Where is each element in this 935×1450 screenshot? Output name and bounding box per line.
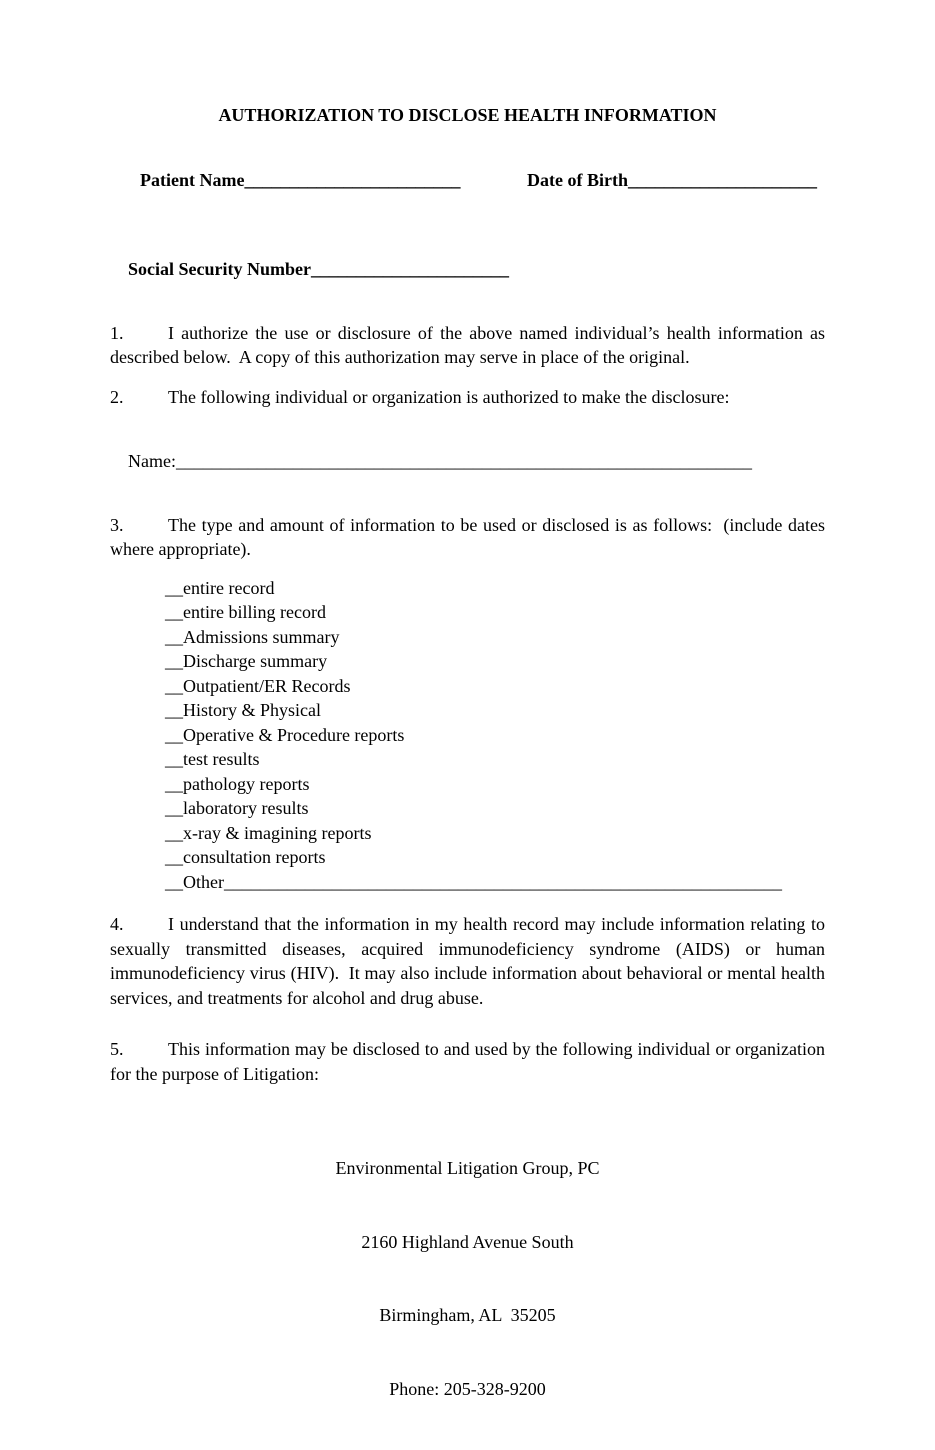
organization-phone: Phone: 205-328-9200 (389, 1378, 546, 1399)
patient-info-row (110, 144, 825, 218)
record-option-label: pathology reports (183, 773, 310, 794)
paragraph-4-text: I understand that the information in my health record may include information relating to sexually transmitted diseases, acquired immunodeficiency syndrome (AIDS) or human immunodeficiency virus (HIV). It may also include information about behavioral or mental health services, and treatments for alcohol and drug abuse. (110, 914, 830, 1008)
paragraph-2-number: 2. (110, 386, 124, 407)
paragraph-5 (110, 1037, 830, 1086)
record-option-blank[interactable]: __ (165, 773, 183, 794)
disclosure-name-blank[interactable]: ________________________________________________________________ (175, 450, 752, 471)
record-option-blank[interactable]: __ (165, 822, 183, 843)
record-option-label: entire billing record (183, 602, 326, 622)
patient-name-field (110, 144, 500, 218)
record-types-list (110, 576, 825, 895)
date-of-birth-field (500, 144, 817, 218)
paragraph-2-text: The following individual or organization is authorized to make the disclosure: (168, 386, 730, 407)
list-item-pathology-reports (165, 772, 825, 797)
record-option-label: Outpatient/ER Records (183, 675, 351, 696)
list-item-outpatient-er-records (165, 674, 825, 699)
record-option-label: entire record (183, 577, 275, 598)
disclosure-name-field (110, 424, 825, 498)
patient-name-label: Patient Name (140, 170, 245, 190)
ssn-field (110, 232, 825, 306)
paragraph-5-text: This information may be disclosed to and used by the following individual or organization for the purpose of Litigation: (110, 1039, 830, 1084)
record-option-blank[interactable]: __ (165, 871, 183, 892)
date-of-birth-label: Date of Birth (527, 170, 628, 190)
patient-name-blank[interactable]: ________________________ (244, 170, 461, 190)
list-item-consultation-reports (165, 845, 825, 870)
paragraph-3-text: The type and amount of information to be used or disclosed is as follows: (include dates where appropriate). (110, 514, 830, 559)
paragraph-1 (110, 321, 830, 370)
record-option-label: History & Physical (183, 700, 321, 720)
record-option-label: Operative & Procedure reports (183, 724, 405, 745)
other-label: Other (183, 871, 224, 892)
list-item-entire-record (165, 576, 825, 601)
record-option-blank[interactable]: __ (165, 675, 183, 696)
record-option-blank[interactable]: __ (165, 798, 183, 818)
record-option-blank[interactable]: __ (165, 602, 183, 622)
paragraph-4 (110, 912, 830, 1010)
organization-name: Environmental Litigation Group, PC (335, 1158, 600, 1178)
record-option-label: Admissions summary (183, 626, 340, 647)
record-option-label: x-ray & imagining reports (183, 822, 372, 843)
list-item-admissions-summary (165, 625, 825, 650)
list-item-entire-billing-record (165, 600, 825, 625)
record-option-blank[interactable]: __ (165, 847, 183, 867)
date-of-birth-blank[interactable]: _____________________ (627, 170, 817, 190)
record-option-label: test results (183, 749, 260, 769)
paragraph-2 (110, 385, 825, 410)
paragraph-1-number: 1. (110, 322, 124, 343)
record-option-label: consultation reports (183, 847, 326, 867)
record-option-label: laboratory results (183, 798, 309, 818)
organization-city-state-zip: Birmingham, AL 35205 (379, 1305, 556, 1325)
record-option-label: Discharge summary (183, 651, 328, 671)
list-item-xray-imagining-reports (165, 821, 825, 846)
list-item-other (165, 870, 825, 895)
list-item-operative-procedure-reports (165, 723, 825, 748)
ssn-blank[interactable]: ______________________ (310, 258, 509, 279)
record-option-blank[interactable]: __ (165, 724, 183, 745)
paragraph-5-number: 5. (110, 1039, 124, 1059)
paragraph-1-text: I authorize the use or disclosure of the above named individual’s health information as described below. A copy of this authorization may serve in place of the original. (110, 322, 830, 367)
record-option-blank[interactable]: __ (165, 577, 183, 598)
organization-street: 2160 Highland Avenue South (361, 1231, 574, 1252)
record-option-blank[interactable]: __ (165, 749, 183, 769)
list-item-laboratory-results (165, 796, 825, 821)
list-item-test-results (165, 747, 825, 772)
paragraph-4-number: 4. (110, 914, 124, 934)
ssn-label: Social Security Number (128, 258, 311, 279)
organization-address-block (110, 1107, 825, 1450)
document-title: AUTHORIZATION TO DISCLOSE HEALTH INFORMATION (218, 105, 717, 125)
record-option-blank[interactable]: __ (165, 700, 183, 720)
record-option-blank[interactable]: __ (165, 651, 183, 671)
list-item-discharge-summary (165, 649, 825, 674)
paragraph-3 (110, 513, 830, 562)
record-option-blank[interactable]: __ (165, 626, 183, 647)
disclosure-name-label: Name: (128, 450, 176, 471)
other-blank[interactable]: ______________________________________________________________ (223, 871, 782, 892)
list-item-history-physical (165, 698, 825, 723)
paragraph-3-number: 3. (110, 514, 124, 535)
